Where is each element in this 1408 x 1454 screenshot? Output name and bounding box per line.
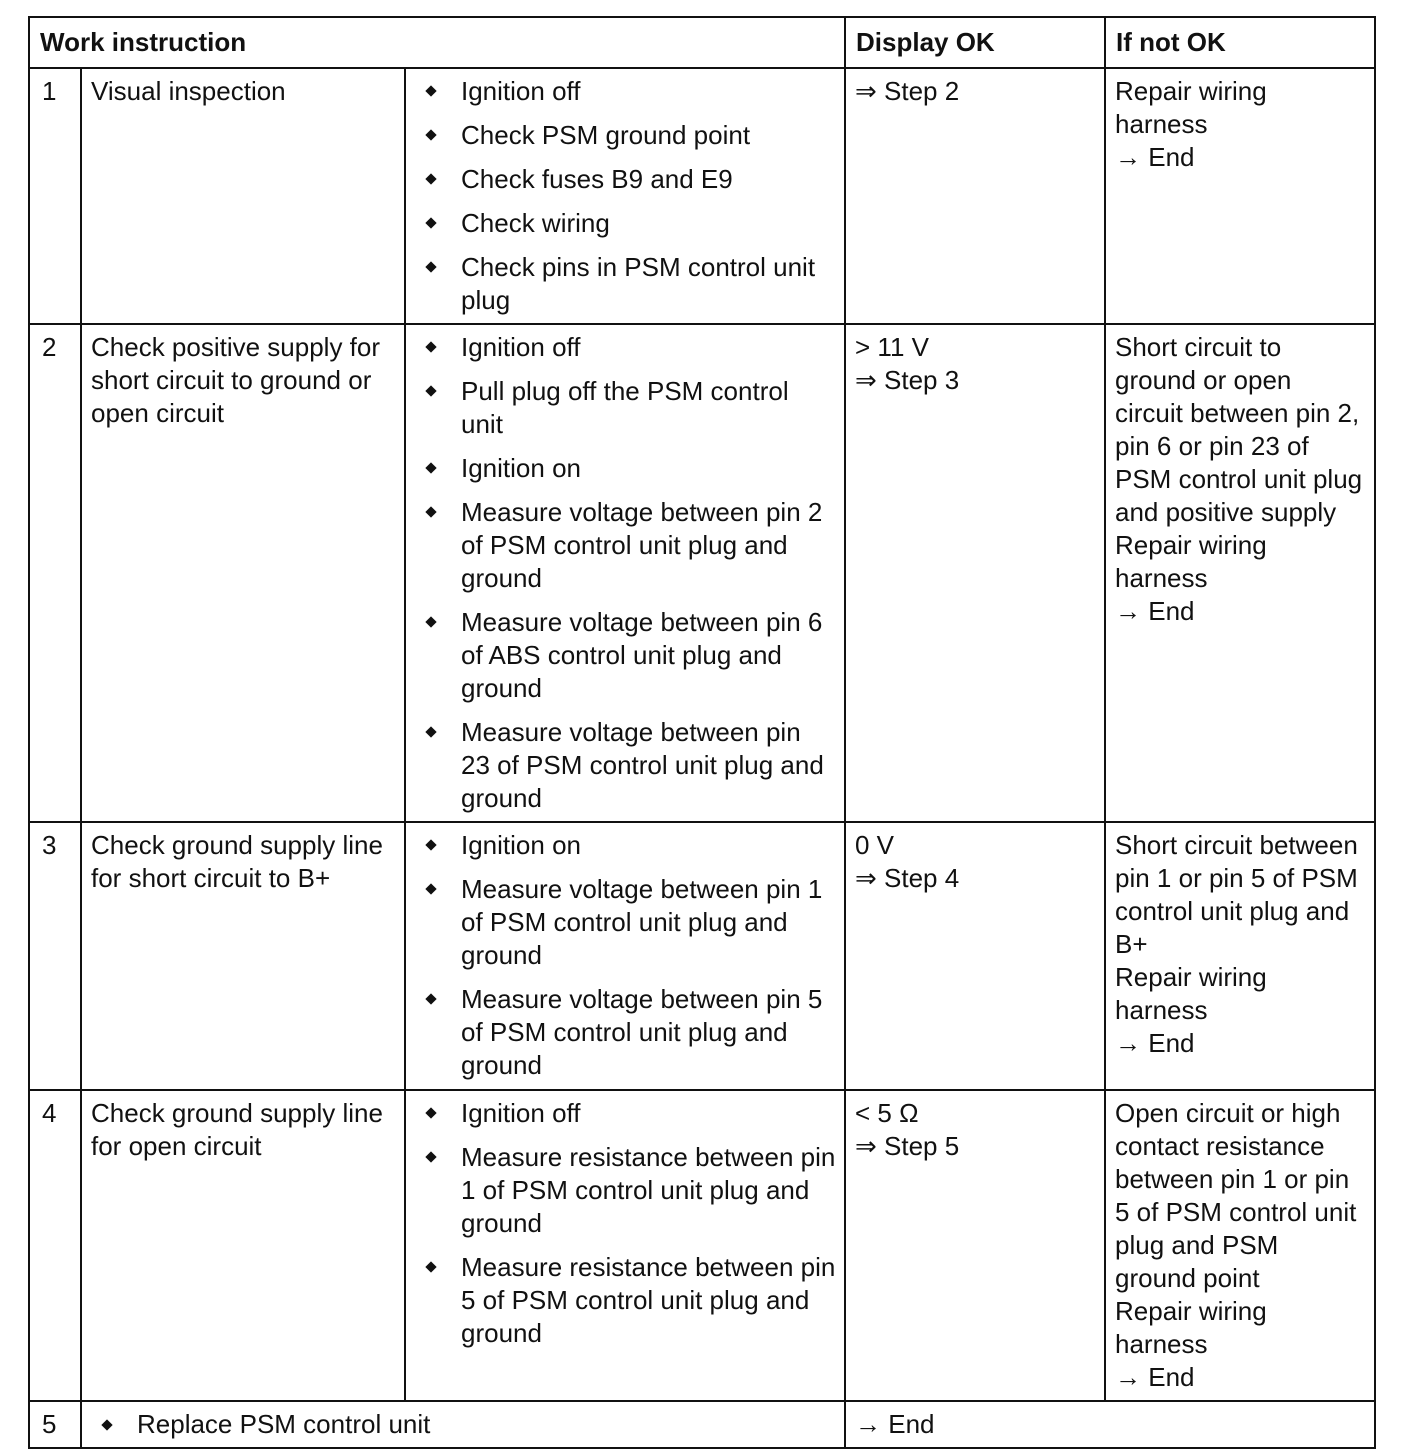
list-item: Measure voltage between pin 1 of PSM control unit plug and ground <box>415 873 836 972</box>
list-item: Pull plug off the PSM control unit <box>415 375 836 441</box>
display-ok-line: ⇒ Step 2 <box>855 76 960 106</box>
step-number: 1 <box>29 68 81 324</box>
header-display-ok: Display OK <box>845 17 1105 68</box>
step-instructions <box>405 68 845 324</box>
list-item: Measure voltage between pin 23 of PSM control unit plug and ground <box>415 716 836 815</box>
list-item: Measure voltage between pin 6 of ABS control unit plug and ground <box>415 606 836 705</box>
list-item: Measure resistance between pin 1 of PSM control unit plug and ground <box>415 1141 836 1240</box>
header-row <box>29 17 1375 68</box>
if-not-ok-line: Short circuit to ground or open circuit between pin 2, pin 6 or pin 23 of PSM control unit plug and positive supply <box>1115 332 1363 527</box>
list-item: Ignition off <box>415 75 836 108</box>
bullet-diamond-icon <box>425 506 436 517</box>
if-not-ok-line: Repair wiring harness <box>1115 962 1267 1025</box>
display-ok-line: > 11 V <box>855 332 929 362</box>
bullet-diamond-icon <box>425 726 436 737</box>
table-row <box>29 324 1375 822</box>
table-row <box>29 1090 1375 1401</box>
if-not-ok-line: Repair wiring harness <box>1115 1296 1267 1359</box>
header-work-instruction: Work instruction <box>29 17 845 68</box>
bullet-diamond-icon <box>425 883 436 894</box>
bullet-diamond-icon <box>425 261 436 272</box>
list-item: Measure voltage between pin 5 of PSM control unit plug and ground <box>415 983 836 1082</box>
display-ok-line: 0 V <box>855 830 895 860</box>
step-instructions <box>405 822 845 1090</box>
display-ok-cell <box>845 68 1105 324</box>
list-item: Ignition off <box>415 1097 836 1130</box>
if-not-ok-line: → End <box>1115 142 1195 172</box>
list-item: Ignition on <box>415 829 836 862</box>
bullet-diamond-icon <box>101 1419 112 1430</box>
if-not-ok-line: Short circuit between pin 1 or pin 5 of PSM control unit plug and B+ <box>1115 830 1358 959</box>
bullet-diamond-icon <box>425 1151 436 1162</box>
bullet-diamond-icon <box>425 839 436 850</box>
display-ok-line: ⇒ Step 3 <box>855 365 960 395</box>
if-not-ok-line: → End <box>1115 596 1195 626</box>
list-item: Ignition off <box>415 331 836 364</box>
display-ok-cell <box>845 324 1105 822</box>
bullet-diamond-icon <box>425 616 436 627</box>
bullet-diamond-icon <box>425 129 436 140</box>
list-item: Check PSM ground point <box>415 119 836 152</box>
if-not-ok-line: Open circuit or high contact resistance between pin 1 or pin 5 of PSM control unit plug and PSM ground point <box>1115 1098 1357 1293</box>
bullet-diamond-icon <box>425 993 436 1004</box>
step-title: Visual inspection <box>81 68 405 324</box>
bullet-diamond-icon <box>425 173 436 184</box>
if-not-ok-line: Repair wiring harness <box>1115 530 1267 593</box>
if-not-ok-line: → End <box>1115 1362 1195 1392</box>
step-number: 5 <box>29 1401 81 1448</box>
table-row <box>29 1401 1375 1448</box>
step-instructions <box>405 1090 845 1401</box>
bullet-diamond-icon <box>425 462 436 473</box>
bullet-diamond-icon <box>425 217 436 228</box>
bullet-diamond-icon <box>425 1261 436 1272</box>
result-cell: → End <box>845 1401 1375 1448</box>
list-item: Check wiring <box>415 207 836 240</box>
step-number: 4 <box>29 1090 81 1401</box>
display-ok-cell <box>845 822 1105 1090</box>
list-item: Check pins in PSM control unit plug <box>415 251 836 317</box>
display-ok-line: < 5 Ω <box>855 1098 919 1128</box>
if-not-ok-cell <box>1105 1090 1375 1401</box>
step-title: Check ground supply line for open circuit <box>81 1090 405 1401</box>
step-number: 3 <box>29 822 81 1090</box>
if-not-ok-line: Repair wiring harness <box>1115 76 1267 139</box>
work-instruction-table <box>28 16 1376 1449</box>
list-item: Measure voltage between pin 2 of PSM control unit plug and ground <box>415 496 836 595</box>
step-instructions <box>81 1401 845 1448</box>
list-item: Replace PSM control unit <box>91 1408 836 1441</box>
header-if-not-ok: If not OK <box>1105 17 1375 68</box>
step-instructions <box>405 324 845 822</box>
display-ok-line: ⇒ Step 4 <box>855 863 960 893</box>
list-item: Ignition on <box>415 452 836 485</box>
step-title: Check positive supply for short circuit to ground or open circuit <box>81 324 405 822</box>
step-number: 2 <box>29 324 81 822</box>
display-ok-line: ⇒ Step 5 <box>855 1131 960 1161</box>
if-not-ok-line: → End <box>1115 1028 1195 1058</box>
bullet-diamond-icon <box>425 385 436 396</box>
step-title: Check ground supply line for short circuit to B+ <box>81 822 405 1090</box>
list-item: Measure resistance between pin 5 of PSM control unit plug and ground <box>415 1251 836 1350</box>
if-not-ok-cell <box>1105 68 1375 324</box>
list-item: Check fuses B9 and E9 <box>415 163 836 196</box>
table-row <box>29 822 1375 1090</box>
bullet-diamond-icon <box>425 85 436 96</box>
display-ok-cell <box>845 1090 1105 1401</box>
bullet-diamond-icon <box>425 341 436 352</box>
table-row <box>29 68 1375 324</box>
bullet-diamond-icon <box>425 1107 436 1118</box>
if-not-ok-cell <box>1105 822 1375 1090</box>
if-not-ok-cell <box>1105 324 1375 822</box>
